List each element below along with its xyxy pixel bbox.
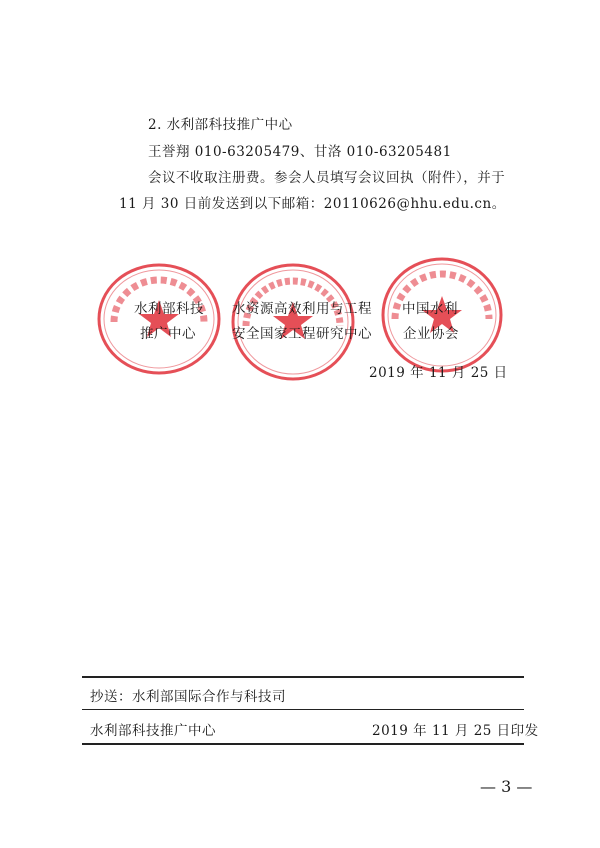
footer-top-rule: [82, 676, 524, 678]
footer-issuer: 水利部科技推广中心: [90, 723, 216, 739]
sig-1-line-2: 推广中心: [140, 326, 196, 342]
footer-issue-date: 2019 年 11 月 25 日印发: [372, 723, 539, 739]
page-number: — 3 —: [480, 777, 533, 796]
notice-line-1: 会议不收取注册费。参会人员填写会议回执（附件），并于: [148, 170, 506, 186]
sig-3-line-1: 中国水利: [402, 301, 458, 317]
sig-2-line-1: 水资源高效利用与工程: [232, 301, 372, 317]
sig-2-line-2: 安全国家工程研究中心: [232, 326, 372, 342]
seal-1-icon: [96, 262, 222, 376]
footer-bottom-rule: [82, 743, 524, 745]
footer-mid-rule: [82, 709, 524, 710]
item2-contacts: 王誉翔 010-63205479、甘洛 010-63205481: [148, 144, 452, 160]
cc-line: 抄送：水利部国际合作与科技司: [90, 689, 286, 705]
sign-date: 2019 年 11 月 25 日: [369, 365, 508, 381]
item2-title: 2. 水利部科技推广中心: [148, 117, 293, 133]
notice-line-2: 11 月 30 日前发送到以下邮箱：20110626@hhu.edu.cn。: [119, 196, 506, 212]
sig-1-line-1: 水利部科技: [134, 301, 204, 317]
sig-3-line-2: 企业协会: [403, 326, 459, 342]
